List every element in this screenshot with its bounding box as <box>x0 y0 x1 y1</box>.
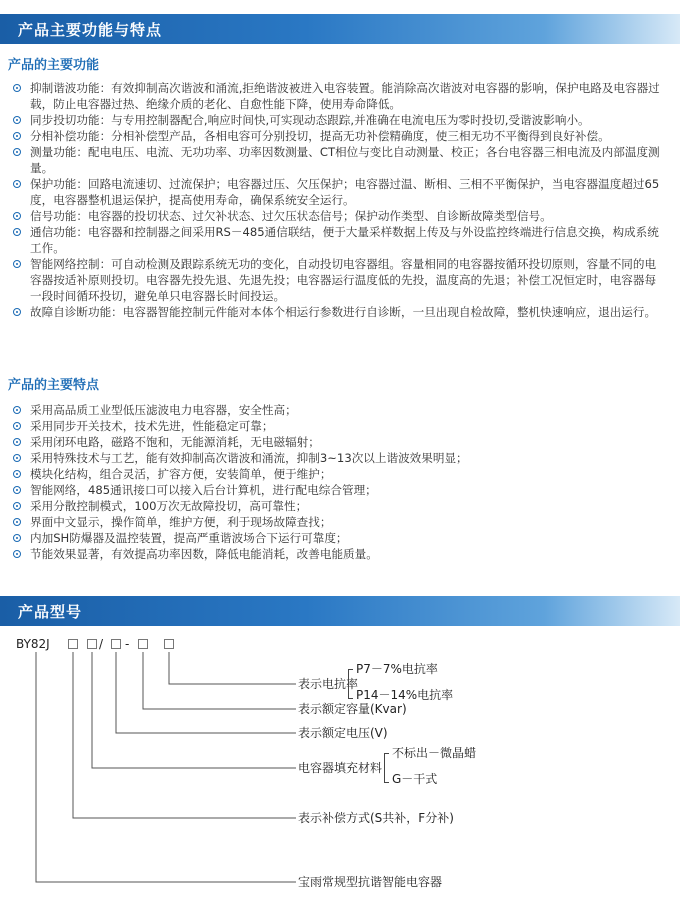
feature-item-text: 内加SH防爆器及温控装置，提高严重谐波场合下运行可靠度； <box>30 531 348 545</box>
feature-item-text: 界面中文显示，操作简单，维护方便，利于现场故障查找； <box>30 515 332 529</box>
model-slot-compensation <box>68 639 78 649</box>
fill-label: 电容器填充材料 <box>298 761 383 775</box>
reactance-option-p14: P14－14%电抗率 <box>356 688 454 702</box>
fill-brace <box>384 753 389 783</box>
model-code: BY82J <box>16 637 50 651</box>
functions-heading: 产品的主要功能 <box>8 58 100 73</box>
banner-title-model: 产品型号 <box>18 603 83 621</box>
feature-item-text: 节能效果显著，有效提高功率因数，降低电能消耗，改善电能质量。 <box>30 547 378 561</box>
model-slot-voltage <box>111 639 121 649</box>
model-slot-fill <box>87 639 97 649</box>
features-heading: 产品的主要特点 <box>8 378 100 393</box>
model-slot-reactance <box>164 639 174 649</box>
banner-title: 产品主要功能与特点 <box>18 21 163 39</box>
fill-option-dry: G－干式 <box>392 772 438 786</box>
feature-item-text: 采用分散控制模式，100万次无故障投切，高可靠性； <box>30 499 308 513</box>
feature-item-text: 采用闭环电路，磁路不饱和，无能源消耗，无电磁辐射； <box>30 435 320 449</box>
fill-option-wax: 不标出－微晶蜡 <box>392 746 477 760</box>
function-item-text: 同步投切功能：与专用控制器配合,响应时间快,可实现动态跟踪,并准确在电流电压为零时投切,受谐波影响小。 <box>30 113 590 127</box>
feature-item-text: 采用同步开关技术，技术先进，性能稳定可靠； <box>30 419 274 433</box>
function-item-text: 信号功能：电容器的投切状态、过欠补状态、过欠压状态信号；保护动作类型、自诊断故障类型信号。 <box>30 209 552 223</box>
feature-item-text: 采用特殊技术与工艺，能有效抑制高次谐波和涌流，抑制3~13次以上谐波效果明显； <box>30 451 468 465</box>
reactance-brace <box>348 669 353 699</box>
model-slash: / <box>99 637 104 651</box>
feature-item-text: 模块化结构，组合灵活，扩容方便，安装简单，便于维护； <box>30 467 332 481</box>
capacity-label: 表示额定容量(Kvar) <box>298 702 407 716</box>
function-item-text: 保护功能：回路电流速切、过流保护；电容器过压、欠压保护；电容器过温、断相、三相不平衡保护，当电容器温度超过65度，电容器整机退运保护，提高使用寿命，确保系统安全运行。 <box>30 177 660 207</box>
model-dash: - <box>125 637 130 651</box>
feature-item-text: 采用高品质工业型低压滤波电力电容器，安全性高； <box>30 403 297 417</box>
function-item-text: 智能网络控制：可自动检测及跟踪系统无功的变化，自动投切电容器组。容量相同的电容器按循环投切原则，容量不同的电容器按适补原则投切。电容器先投先退、先退先投；电容器运行温度低的先投，温度高的先退；补偿工况恒定时，电容器每一段时间循环投切，避免单只电容器长时间投运。 <box>30 257 657 303</box>
function-item-text: 故障自诊断功能：电容器智能控制元件能对本体个相运行参数进行自诊断，一旦出现自检故障，整机快速响应，退出运行。 <box>30 305 657 319</box>
function-item-text: 抑制谐波功能：有效抑制高次谐波和涌流,拒绝谐波被进入电容装置。能消除高次谐波对电容器的影响，保护电路及电容器过载，防止电容器过热、绝缘介质的老化、自愈性能下降，使用寿命降低。 <box>30 81 660 111</box>
model-slot-capacity <box>138 639 148 649</box>
series-label: 宝雨常规型抗谐智能电容器 <box>298 875 443 889</box>
feature-item-text: 智能网络，485通讯接口可以接入后台计算机，进行配电综合管理； <box>30 483 377 497</box>
function-item-text: 分相补偿功能：分相补偿型产品，各相电容可分别投切，提高无功补偿精确度，使三相无功不平衡得到良好补偿。 <box>30 129 610 143</box>
function-item-text: 测量功能：配电电压、电流、无功功率、功率因数测量、CT相位与变比自动测量、校正；各台电容器三相电流及内部温度测量。 <box>30 145 660 175</box>
reactance-label: 表示电抗率 <box>298 677 359 691</box>
compensation-label: 表示补偿方式(S共补，F分补) <box>298 811 454 825</box>
function-item-text: 通信功能：电容器和控制器之间采用RS－485通信联结，便于大量采样数据上传及与外设监控终端进行信息交换，构成系统工作。 <box>30 225 659 255</box>
voltage-label: 表示额定电压(V) <box>298 726 388 740</box>
reactance-option-p7: P7－7%电抗率 <box>356 662 438 676</box>
